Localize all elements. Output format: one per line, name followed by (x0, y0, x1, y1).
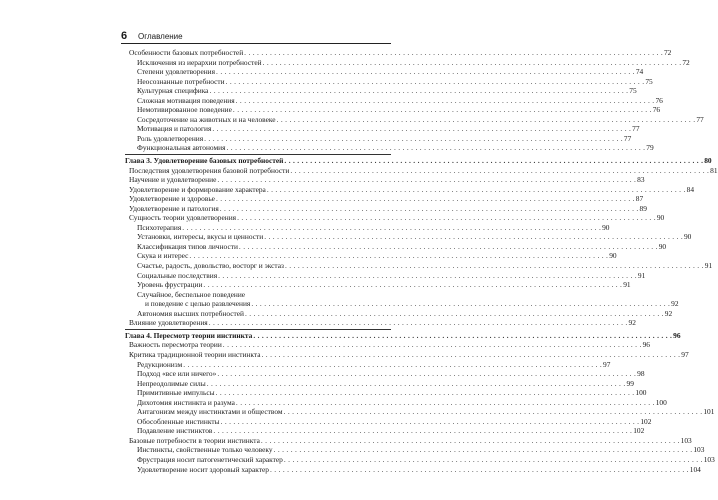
toc-leader-dots (217, 369, 636, 379)
toc-leader-dots (274, 445, 693, 455)
toc-leader-dots (216, 388, 635, 398)
toc-leader-dots (226, 77, 645, 87)
toc-leader-dots (203, 280, 622, 290)
toc-entry[interactable] (125, 114, 704, 125)
toc-entry-title: Случайное, беспельное поведение (137, 289, 246, 299)
toc-entry[interactable] (125, 76, 653, 87)
page-number: 6 (121, 30, 128, 42)
toc-page-number: 104 (689, 464, 701, 474)
running-header (121, 31, 390, 43)
toc-page-number: 102 (633, 426, 645, 436)
toc-entry[interactable] (125, 251, 617, 261)
toc-entry[interactable] (125, 175, 645, 185)
toc-entry-title: Удовлетворение и здоровье (129, 194, 215, 204)
toc-entry[interactable] (125, 280, 631, 290)
toc-entry-title: Фрустрация носит патогенетический характер (137, 454, 283, 464)
toc-entry-title: Сущность теории удовлетворения (129, 213, 237, 223)
toc-entry-title: Антагонизм между инстинктами и обществом (137, 407, 283, 417)
toc-page-number: 77 (696, 114, 704, 124)
toc-entry[interactable] (125, 133, 632, 144)
toc-entry-title: Установки, интересы, вкусы и ценности (137, 232, 264, 242)
toc-entry-title: и поведение с целью развлечения (145, 299, 251, 309)
toc-chapter-entry[interactable] (125, 156, 712, 166)
toc-entry[interactable] (125, 318, 636, 328)
toc-leader-dots (233, 105, 652, 115)
toc-leader-dots (212, 124, 631, 134)
toc-entry[interactable] (125, 445, 705, 455)
toc-leader-dots (267, 185, 686, 195)
toc-page-number: 92 (671, 299, 679, 309)
toc-entry[interactable] (125, 397, 667, 408)
toc-entry[interactable] (125, 454, 715, 465)
toc-entry-title: Глава 3. Удовлетворение базовых потребностей (125, 156, 284, 166)
toc-entry[interactable] (125, 143, 654, 153)
toc-leader-dots (263, 58, 682, 68)
toc-entry[interactable] (125, 105, 661, 115)
toc-leader-dots (261, 436, 680, 446)
toc-entry-title: Культурная специфика (137, 86, 209, 96)
toc-leader-dots (207, 379, 626, 389)
toc-entry[interactable] (125, 213, 665, 223)
toc-entry-title: Влияние удовлетворения (129, 318, 208, 328)
toc-entry[interactable] (125, 203, 647, 214)
toc-entry-title: Сосредоточение на животных и на человеке (137, 114, 276, 124)
toc-page-number: 97 (681, 349, 689, 359)
toc-entry-title: Непреодолимые силы (137, 378, 206, 388)
toc-entry-title: Редукционизм (137, 359, 183, 369)
toc-page-number: 97 (603, 359, 611, 369)
toc-entry-title: Уровень фрустрации (137, 280, 203, 290)
toc-entry-title: Удовлетворение и патология (129, 203, 219, 213)
toc-entry-title: Научение и удовлетворение (129, 175, 217, 185)
toc-leader-dots (216, 67, 635, 77)
toc-page-number: 100 (635, 388, 647, 398)
toc-page-number: 81 (710, 165, 718, 175)
toc-leader-dots (220, 204, 639, 214)
toc-entry[interactable] (125, 194, 644, 204)
toc-page-number: 83 (637, 175, 645, 185)
toc-leader-dots (209, 318, 628, 328)
toc-entry-title: Скука и интерес (137, 251, 189, 261)
toc-entry[interactable] (125, 299, 679, 309)
toc-page-number: 103 (680, 435, 692, 445)
toc-entry-title: Подход «все или ничего» (137, 369, 217, 379)
toc-page-number: 89 (639, 203, 647, 213)
toc-entry-title: Глава 4. Пересмотр теории инстинкта (125, 330, 253, 340)
toc-page-number: 87 (635, 194, 644, 204)
toc-entry-title: Функциональная автономия (137, 143, 226, 153)
toc-leader-dots (213, 426, 632, 436)
toc-leader-dots (189, 251, 608, 261)
toc-page-number: 76 (652, 105, 661, 115)
toc-page-number: 75 (645, 76, 653, 86)
toc-entry[interactable] (125, 184, 695, 195)
toc-leader-dots (251, 299, 670, 309)
toc-entry-title: Последствия удовлетворения базовой потребности (129, 165, 290, 175)
toc-entry[interactable] (125, 270, 646, 281)
toc-page-number: 91 (704, 261, 713, 271)
toc-leader-dots (285, 261, 704, 271)
toc-entry[interactable] (125, 340, 650, 350)
toc-entry[interactable] (125, 86, 637, 96)
toc-leader-dots (217, 175, 636, 185)
toc-page-number: 90 (602, 222, 610, 232)
toc-page-number: 72 (663, 48, 672, 57)
toc-entry-title: Важность пересмотра теории (129, 340, 222, 350)
toc-entry-title: Роль удовлетворения (137, 133, 204, 143)
toc-page-number: 92 (664, 308, 673, 318)
toc-page-number: 79 (646, 143, 654, 153)
toc-page-number: 77 (623, 133, 632, 143)
toc-leader-dots (261, 350, 680, 360)
toc-entry[interactable] (125, 435, 692, 446)
toc-page-number: 103 (693, 445, 705, 455)
toc-entry[interactable] (125, 222, 610, 233)
toc-page-number: 90 (683, 232, 692, 242)
toc-leader-dots (237, 213, 656, 223)
toc-entry[interactable] (125, 67, 644, 77)
toc-entry-title: Удовлетворение носит здоровый характер (137, 464, 269, 474)
toc-page-number: 77 (632, 124, 640, 134)
toc-entry[interactable] (125, 378, 634, 389)
toc-page-number: 91 (623, 280, 631, 290)
toc-page-number: 90 (609, 251, 617, 261)
header-rule (121, 43, 391, 44)
toc-entry-title: Особенности базовых потребностей (129, 48, 244, 57)
toc-leader-dots (236, 398, 655, 408)
toc-leader-dots (182, 223, 601, 233)
toc-page-number: 92 (628, 318, 636, 328)
toc-leader-dots (244, 48, 663, 58)
toc-entry[interactable] (125, 416, 652, 427)
toc-entry-title: Критика традиционной теории инстинкта (129, 349, 261, 359)
toc-entry-title: Дихотомия инстинкта и разума (137, 397, 235, 407)
toc-entry-title: Исключения из иерархии потребностей (137, 57, 262, 67)
toc-leader-dots (277, 115, 696, 125)
toc-page-number: 99 (626, 378, 634, 388)
toc-leader-dots (284, 156, 703, 166)
toc-leader-dots (245, 309, 664, 319)
toc-entry[interactable] (125, 407, 715, 417)
toc-chapter-entry[interactable] (125, 330, 681, 341)
toc-page-number: 76 (655, 95, 663, 105)
toc-entry[interactable] (125, 359, 611, 370)
toc-page-number: 84 (686, 184, 695, 194)
toc-entry-title: Базовые потребности в теории инстинкта (129, 435, 260, 445)
toc-page-number: 98 (637, 369, 645, 379)
toc-entry[interactable] (125, 464, 701, 475)
toc-entry[interactable] (125, 308, 673, 319)
toc-leader-dots (204, 134, 623, 144)
toc-entry-title: Удовлетворение и формирование характера (129, 184, 266, 194)
toc-entry-title: Мотивация и патология (137, 124, 212, 134)
toc-entry-title: Немотивированное поведение (137, 105, 232, 115)
toc-entry[interactable] (125, 95, 663, 106)
toc-leader-dots (239, 242, 658, 252)
toc-page-number: 75 (629, 86, 637, 96)
toc-page-number: 90 (658, 241, 667, 251)
toc-entry-title: Автономия высших потребностей (137, 308, 244, 318)
toc-page-number: 74 (635, 67, 644, 77)
toc-entry-title: Социальные последствия (137, 270, 218, 280)
toc-leader-dots (183, 360, 602, 370)
toc-entry[interactable] (125, 290, 391, 300)
toc-entry[interactable] (125, 57, 690, 68)
toc-leader-dots (270, 465, 689, 475)
toc-entry-title: Классификация типов личности (137, 241, 238, 251)
toc-page-number: 103 (703, 454, 715, 464)
toc-entry[interactable] (125, 261, 713, 271)
toc-entry-title: Обособленные инстинкты (137, 416, 220, 426)
toc-leader-dots (223, 340, 642, 350)
running-title: Оглавление (138, 32, 183, 41)
toc-leader-dots (236, 96, 655, 106)
table-of-contents (125, 48, 718, 474)
toc-leader-dots (216, 194, 635, 204)
toc-entry[interactable] (125, 165, 718, 176)
toc-entry-title: Психотерапия (137, 222, 182, 232)
toc-entry[interactable] (125, 369, 645, 379)
toc-entry[interactable] (125, 124, 640, 134)
toc-page-number: 91 (637, 270, 646, 280)
toc-page-number: 101 (703, 407, 715, 417)
toc-entry-title: Счастье, радость, довольство, восторг и экстаз (137, 261, 284, 271)
toc-entry-title: Сложная мотивация поведения (137, 95, 235, 105)
toc-entry[interactable] (125, 388, 647, 398)
toc-entry-title: Неосознанные потребности (137, 76, 225, 86)
chapter-separator (125, 329, 391, 330)
toc-page-number: 100 (655, 397, 667, 407)
toc-leader-dots (264, 232, 683, 242)
toc-page-number: 96 (673, 330, 681, 340)
toc-page-number: 90 (656, 213, 665, 223)
toc-leader-dots (284, 407, 703, 417)
chapter-separator (125, 154, 391, 155)
toc-page-number: 102 (640, 416, 652, 426)
toc-entry-title: Степени удовлетворения (137, 67, 216, 77)
toc-entry[interactable] (125, 48, 672, 58)
toc-entry-title: Подавление инстинктов (137, 426, 213, 436)
toc-entry-title: Инстинкты, свойственные только человеку (137, 445, 273, 455)
toc-entry[interactable] (125, 426, 645, 436)
toc-entry[interactable] (125, 232, 692, 242)
toc-entry[interactable] (125, 241, 667, 252)
toc-entry[interactable] (125, 349, 689, 360)
toc-page-number: 80 (704, 156, 712, 166)
toc-leader-dots (226, 143, 645, 153)
toc-leader-dots (290, 166, 709, 176)
toc-page-number: 72 (682, 57, 690, 67)
toc-leader-dots (221, 417, 640, 427)
toc-leader-dots (218, 271, 637, 281)
toc-entry-title: Примитивные импульсы (137, 388, 215, 398)
toc-page-number: 96 (642, 340, 650, 350)
toc-leader-dots (253, 331, 672, 341)
toc-leader-dots (209, 86, 628, 96)
toc-leader-dots (284, 455, 703, 465)
